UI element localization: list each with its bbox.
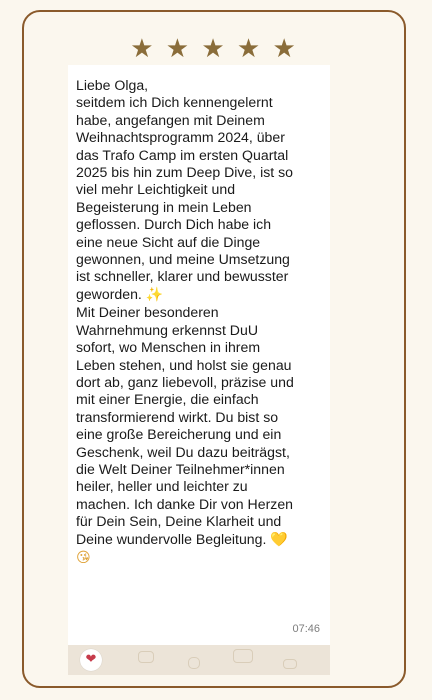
wallpaper-doodle [283, 659, 297, 669]
star-icon: ★ [236, 34, 263, 64]
message-line: Deine wundervolle Begleitung. [76, 530, 267, 547]
message-line: viel mehr Leichtigkeit und [76, 181, 236, 198]
star-icon: ★ [201, 34, 227, 64]
chat-message-bubble [68, 65, 330, 645]
message-line: das Trafo Camp im ersten Quartal [76, 146, 289, 163]
heart-reaction-icon[interactable]: ❤ [80, 649, 102, 671]
sparkle-emoji-icon: ✨ [145, 286, 164, 303]
wallpaper-doodle [138, 651, 154, 663]
message-line: eine neue Sicht auf die Dinge [76, 233, 261, 250]
message-line: die Welt Deiner Teilnehmer*innen [76, 460, 285, 477]
star-icon: ★ [165, 34, 192, 64]
star-rating [24, 36, 404, 62]
star-icon: ★ [130, 34, 156, 64]
message-line: Liebe Olga, [76, 77, 149, 93]
message-text [76, 77, 320, 567]
message-line: für Dein Sein, Deine Klarheit und [76, 513, 282, 530]
kiss-face-emoji-icon: 😘 [76, 549, 91, 566]
message-line: machen. Ich danke Dir von Herzen [76, 495, 293, 512]
yellow-heart-emoji-icon: 💛 [270, 531, 288, 548]
message-line: ist schneller, klarer und bewusster [76, 268, 289, 285]
wallpaper-doodle [188, 657, 200, 669]
message-line: gewonnen, und meine Umsetzung [76, 251, 290, 268]
message-timestamp: 07:46 [292, 623, 320, 635]
message-line: 2025 bis hin zum Deep Dive, ist so [76, 164, 293, 181]
message-line: transformierend wirkt. Du bist so [76, 408, 279, 425]
message-line: Weihnachtsprogramm 2024, über [76, 129, 285, 146]
message-line: seitdem ich Dich kennengelernt [76, 94, 273, 111]
message-line: heiler, heller und leichter zu [76, 478, 248, 495]
message-line: sofort, wo Menschen in ihrem [76, 339, 261, 356]
wallpaper-doodle [233, 649, 253, 663]
message-line: Mit Deiner besonderen [76, 304, 219, 321]
message-line: Begeisterung in mein Leben [76, 198, 252, 215]
message-line: habe, angefangen mit Deinem [76, 111, 265, 128]
message-line: Geschenk, weil Du dazu beiträgst, [76, 443, 290, 460]
message-line: eine große Bereicherung und ein [76, 426, 282, 443]
chat-wallpaper [68, 645, 330, 675]
message-line: Leben stehen, und holst sie genau [76, 356, 292, 373]
message-line: mit einer Energie, die einfach [76, 391, 259, 408]
star-icon: ★ [272, 34, 298, 64]
message-line: geflossen. Durch Dich habe ich [76, 216, 272, 233]
message-line: geworden. [76, 285, 142, 302]
message-line: dort ab, ganz liebevoll, präzise und [76, 373, 294, 390]
message-line: Wahrnehmung erkennst DuU [76, 321, 259, 338]
